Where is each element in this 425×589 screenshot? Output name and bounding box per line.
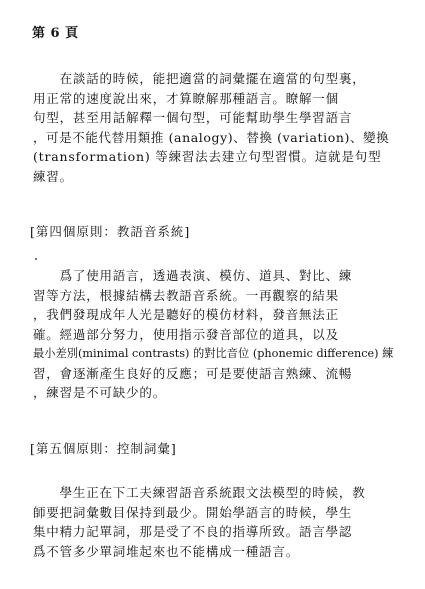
text-line: 用正常的速度說出來，才算瞭解那種語言。瞭解一個 [33, 90, 339, 106]
text-line: 學生正在下工夫練習語音系統跟文法模型的時候，教 [33, 485, 366, 500]
text-line: ，可是不能代替用類推 (analogy)、替換 (variation)、變換 [33, 129, 390, 145]
text-line: 練習。 [33, 168, 73, 184]
text-line: 爲了使用語言，透過表演、模仿、道具、對比、練 [33, 268, 353, 283]
text-line: (transformation) 等練習法去建立句型習慣。這就是句型 [33, 149, 382, 164]
text-line: 確。經過部分努力，使用指示發音部位的道具，以及 [33, 326, 339, 342]
text-line: 習等方法，根據結構去教語音系統。一再觀察的結果 [33, 287, 339, 303]
text-line: 集中精力記單詞，那是受了不良的指導所致。語言學認 [33, 524, 353, 539]
paragraph-sound-system [33, 266, 395, 403]
stray-mark [35, 258, 37, 260]
text-line: ，我們發現成年人光是聽好的模仿材料，發音無法正 [33, 307, 339, 322]
text-line: 在談話的時候，能把適當的詞彙擺在適當的句型裏， [33, 71, 366, 86]
text-line: ，練習是不可缺少的。 [33, 385, 167, 400]
section-heading-principle-4: [第四個原則：教語音系統] [30, 224, 191, 239]
text-line: 師要把詞彙數目保持到最少。開始學語言的時候，學生 [33, 504, 353, 520]
text-line: 最小差別(minimal contrasts) 的對比音位 (phonemic difference) 練 [33, 347, 394, 360]
text-line: 爲不管多少單詞堆起來也不能構成一種語言。 [33, 543, 300, 559]
paragraph-sentence-patterns [33, 69, 395, 186]
paragraph-vocabulary-control [33, 483, 395, 561]
page-number: 第 6 頁 [32, 26, 79, 41]
text-line: 習，會逐漸產生良好的反應；可是要使語言熟練、流暢 [33, 365, 353, 381]
section-heading-principle-5: [第五個原則：控制詞彙] [30, 441, 177, 456]
text-line: 句型，甚至用話解釋一個句型，可能幫助學生學習語言 [33, 110, 353, 125]
